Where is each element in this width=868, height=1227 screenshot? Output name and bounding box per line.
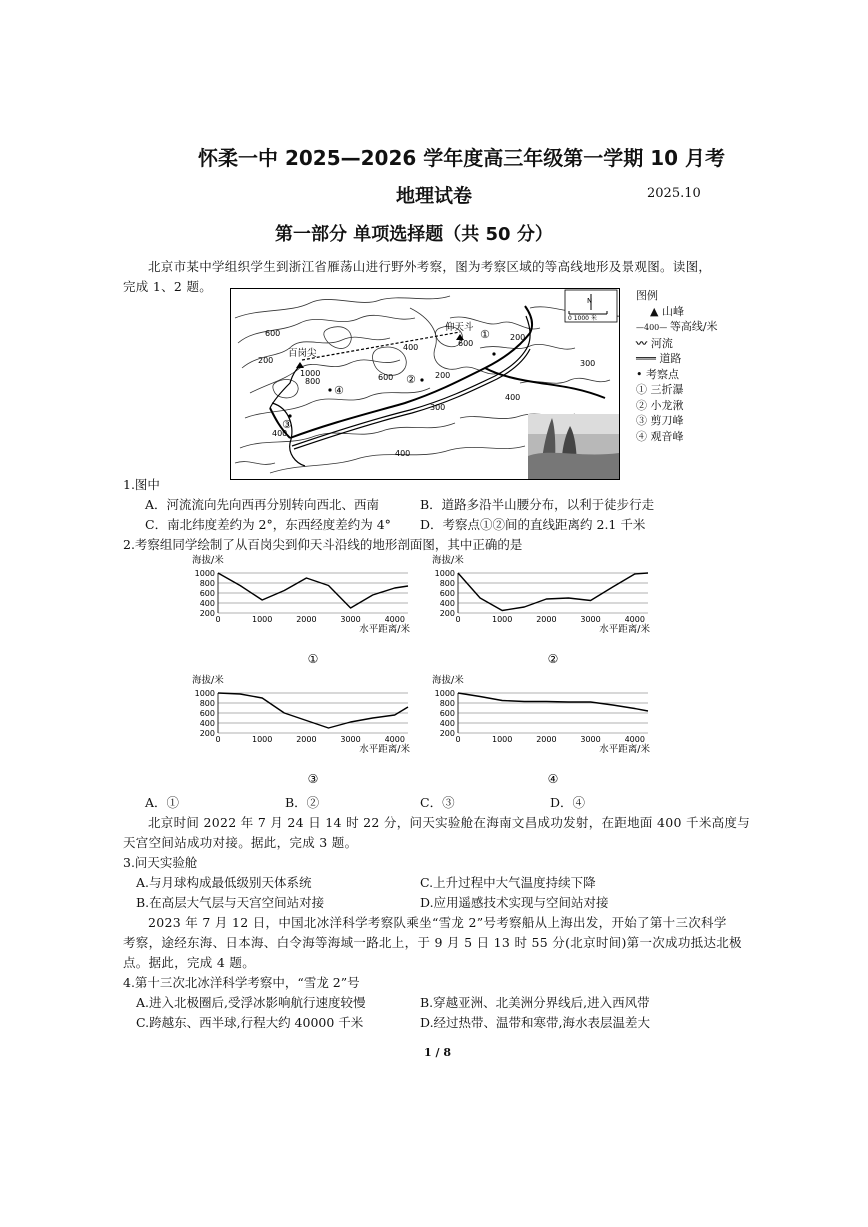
chart-1-ytick: 400 <box>199 599 215 608</box>
peak-label-yangtiandou: 仰天斗 <box>445 322 474 333</box>
q2-stem: 2.考察组同学绘制了从百岗尖到仰天斗沿线的地形剖面图，其中正确的是 <box>123 537 523 552</box>
contour-map <box>230 288 620 480</box>
chart-3-ytick: 400 <box>199 719 215 728</box>
chart-1-ytick: 800 <box>199 579 215 588</box>
svg-text:600: 600 <box>378 373 394 382</box>
chart-2-ylabel: 海拔/米 <box>432 555 464 566</box>
chart-2-profile-line <box>458 573 648 611</box>
chart-1-xtick: 2000 <box>296 615 317 624</box>
chart-3-xtick: 2000 <box>296 735 317 744</box>
svg-text:400: 400 <box>403 343 419 352</box>
point-icon: • <box>636 367 646 381</box>
q4-option-a: A.进入北极圈后,受浮冰影响航行速度较慢 <box>136 995 366 1010</box>
chart-4-ylabel: 海拔/米 <box>432 675 464 686</box>
chart-1-xtick: 4000 <box>384 615 405 624</box>
chart-3-xtick: 4000 <box>384 735 405 744</box>
chart-2-xtick: 3000 <box>580 615 601 624</box>
chart-1-ytick: 600 <box>199 589 215 598</box>
chart-2-xtick: 1000 <box>492 615 513 624</box>
chart-4-xlabel: 水平距离/米 <box>599 744 650 755</box>
svg-text:1000: 1000 <box>300 369 321 378</box>
chart-3-label: ③ <box>307 772 319 786</box>
q1-option-c: C．南北纬度差约为 2°，东西经度差约为 4° <box>145 517 391 532</box>
chart-1-ytick: 200 <box>199 609 215 618</box>
q3-option-b: B.在高层大气层与天宫空间站对接 <box>136 895 325 910</box>
q4-intro-3: 点。据此，完成 4 题。 <box>123 955 255 970</box>
page-number: 1 / 8 <box>424 1046 451 1059</box>
chart-4-ytick: 600 <box>439 709 455 718</box>
svg-text:300: 300 <box>430 403 446 412</box>
svg-text:200: 200 <box>510 333 526 342</box>
q2-option-d: D．④ <box>550 795 586 810</box>
chart-4-profile-line <box>458 693 648 711</box>
q4-intro-1: 2023 年 7 月 12 日，中国北冰洋科学考察队乘坐“雪龙 2”号考察船从上海出发，开始了第十三次科学 <box>148 915 727 930</box>
map-legend: 图例 ▲ 山峰 —400— 等高线/米 〰 河流 ═══ 道路 • 考察点 ① 三折瀑 ② 小龙湫 ③ 剪刀峰 ④ 观音峰 <box>636 289 718 443</box>
q3-intro-2: 天宫空间站成功对接。据此，完成 3 题。 <box>123 835 358 850</box>
chart-3-ytick: 800 <box>199 699 215 708</box>
svg-text:800: 800 <box>305 377 321 386</box>
chart-2-ytick: 200 <box>439 609 455 618</box>
q3-option-a: A.与月球构成最低级别天体系统 <box>136 875 312 890</box>
peak-label-baigangjian: 百岗尖 <box>288 348 317 359</box>
chart-3-xtick: 0 <box>215 735 221 744</box>
chart-4-xtick: 4000 <box>624 735 645 744</box>
chart-3-ytick: 1000 <box>194 689 215 698</box>
chart-3-xlabel: 水平距离/米 <box>359 744 410 755</box>
q1-stem: 1.图中 <box>123 477 160 492</box>
chart-2-xtick: 4000 <box>624 615 645 624</box>
chart-1-xtick: 0 <box>215 615 221 624</box>
profile-charts <box>190 553 670 793</box>
chart-2-ytick: 800 <box>439 579 455 588</box>
section-title: 第一部分 单项选择题（共 50 分） <box>275 224 553 245</box>
svg-text:300: 300 <box>580 359 596 368</box>
svg-text:600: 600 <box>458 339 474 348</box>
chart-2-ytick: 600 <box>439 589 455 598</box>
road-icon: ═══ <box>636 352 660 365</box>
svg-text:400: 400 <box>395 449 411 458</box>
chart-2-xtick: 0 <box>455 615 461 624</box>
intro-text-2: 完成 1、2 题。 <box>123 279 213 294</box>
chart-1-xlabel: 水平距离/米 <box>359 624 410 635</box>
q4-intro-2: 考察，途经东海、日本海、白令海等海域一路北上，于 9 月 5 日 13 时 55 分(北京时间)第一次成功抵达北极 <box>123 935 742 950</box>
chart-3-xtick: 1000 <box>252 735 273 744</box>
svg-text:200: 200 <box>435 371 451 380</box>
chart-4-xtick: 3000 <box>580 735 601 744</box>
chart-2-xtick: 2000 <box>536 615 557 624</box>
chart-4-ytick: 800 <box>439 699 455 708</box>
point-1: ① <box>480 328 490 341</box>
chart-1-ylabel: 海拔/米 <box>192 555 224 566</box>
chart-3-ytick: 200 <box>199 729 215 738</box>
river-icon: 〰 <box>636 336 651 350</box>
chart-3-ylabel: 海拔/米 <box>192 675 224 686</box>
q1-option-d: D．考察点①②间的直线距离约 2.1 千米 <box>420 517 646 532</box>
chart-2-label: ② <box>547 652 559 666</box>
chart-4-ytick: 200 <box>439 729 455 738</box>
svg-text:N: N <box>587 297 593 305</box>
exam-title: 怀柔一中 2025—2026 学年度高三年级第一学期 10 月考 <box>198 146 726 170</box>
svg-text:600: 600 <box>265 329 281 338</box>
chart-4-xtick: 2000 <box>536 735 557 744</box>
contour-icon: — <box>636 323 644 332</box>
chart-4-xtick: 1000 <box>492 735 513 744</box>
chart-4-ytick: 1000 <box>434 689 455 698</box>
q4-option-c: C.跨越东、西半球,行程大约 40000 千米 <box>136 1015 364 1030</box>
chart-2-xlabel: 水平距离/米 <box>599 624 650 635</box>
chart-1-label: ① <box>307 652 319 666</box>
q3-option-c: C.上升过程中大气温度持续下降 <box>420 875 596 890</box>
q4-option-b: B.穿越亚洲、北美洲分界线后,进入西风带 <box>420 995 650 1010</box>
chart-2-ytick: 400 <box>439 599 455 608</box>
point-2: ② <box>406 373 416 386</box>
chart-4-xtick: 0 <box>455 735 461 744</box>
chart-3-xtick: 3000 <box>340 735 361 744</box>
q4-stem: 4.第十三次北冰洋科学考察中，“雪龙 2”号 <box>123 975 360 990</box>
q4-option-d: D.经过热带、温带和寒带,海水表层温差大 <box>420 1015 651 1030</box>
legend-title: 图例 <box>636 289 658 302</box>
intro-text-1: 北京市某中学组织学生到浙江省雁荡山进行野外考察，图为考察区域的等高线地形及景观图。读图， <box>148 259 712 274</box>
chart-1-ytick: 1000 <box>194 569 215 578</box>
chart-1-xtick: 1000 <box>252 615 273 624</box>
q3-stem: 3.问天实验舱 <box>123 855 198 870</box>
q2-option-a: A．① <box>145 795 180 810</box>
exam-date: 2025.10 <box>647 186 701 201</box>
svg-text:200: 200 <box>258 356 274 365</box>
chart-4-ytick: 400 <box>439 719 455 728</box>
point-3: ③ <box>282 418 292 431</box>
q1-option-a: A．河流流向先向西再分别转向西北、西南 <box>145 497 380 512</box>
svg-text:400: 400 <box>505 393 521 402</box>
svg-text:0 1000 米: 0 1000 米 <box>568 315 597 322</box>
q3-intro-1: 北京时间 2022 年 7 月 24 日 14 时 22 分，问天实验舱在海南文昌成功发射，在距地面 400 千米高度与 <box>148 815 751 830</box>
q1-option-b: B．道路多沿半山腰分布，以利于徒步行走 <box>420 497 655 512</box>
svg-text:400: 400 <box>272 429 288 438</box>
subject-title: 地理试卷 <box>396 185 473 207</box>
peak-icon: ▲ <box>650 304 662 318</box>
chart-1-xtick: 3000 <box>340 615 361 624</box>
q2-option-b: B．② <box>285 795 320 810</box>
chart-4-label: ④ <box>547 772 559 786</box>
point-4: ④ <box>334 384 344 397</box>
q2-option-c: C．③ <box>420 795 455 810</box>
chart-3-ytick: 600 <box>199 709 215 718</box>
chart-2-ytick: 1000 <box>434 569 455 578</box>
q3-option-d: D.应用遥感技术实现与空间站对接 <box>420 895 609 910</box>
